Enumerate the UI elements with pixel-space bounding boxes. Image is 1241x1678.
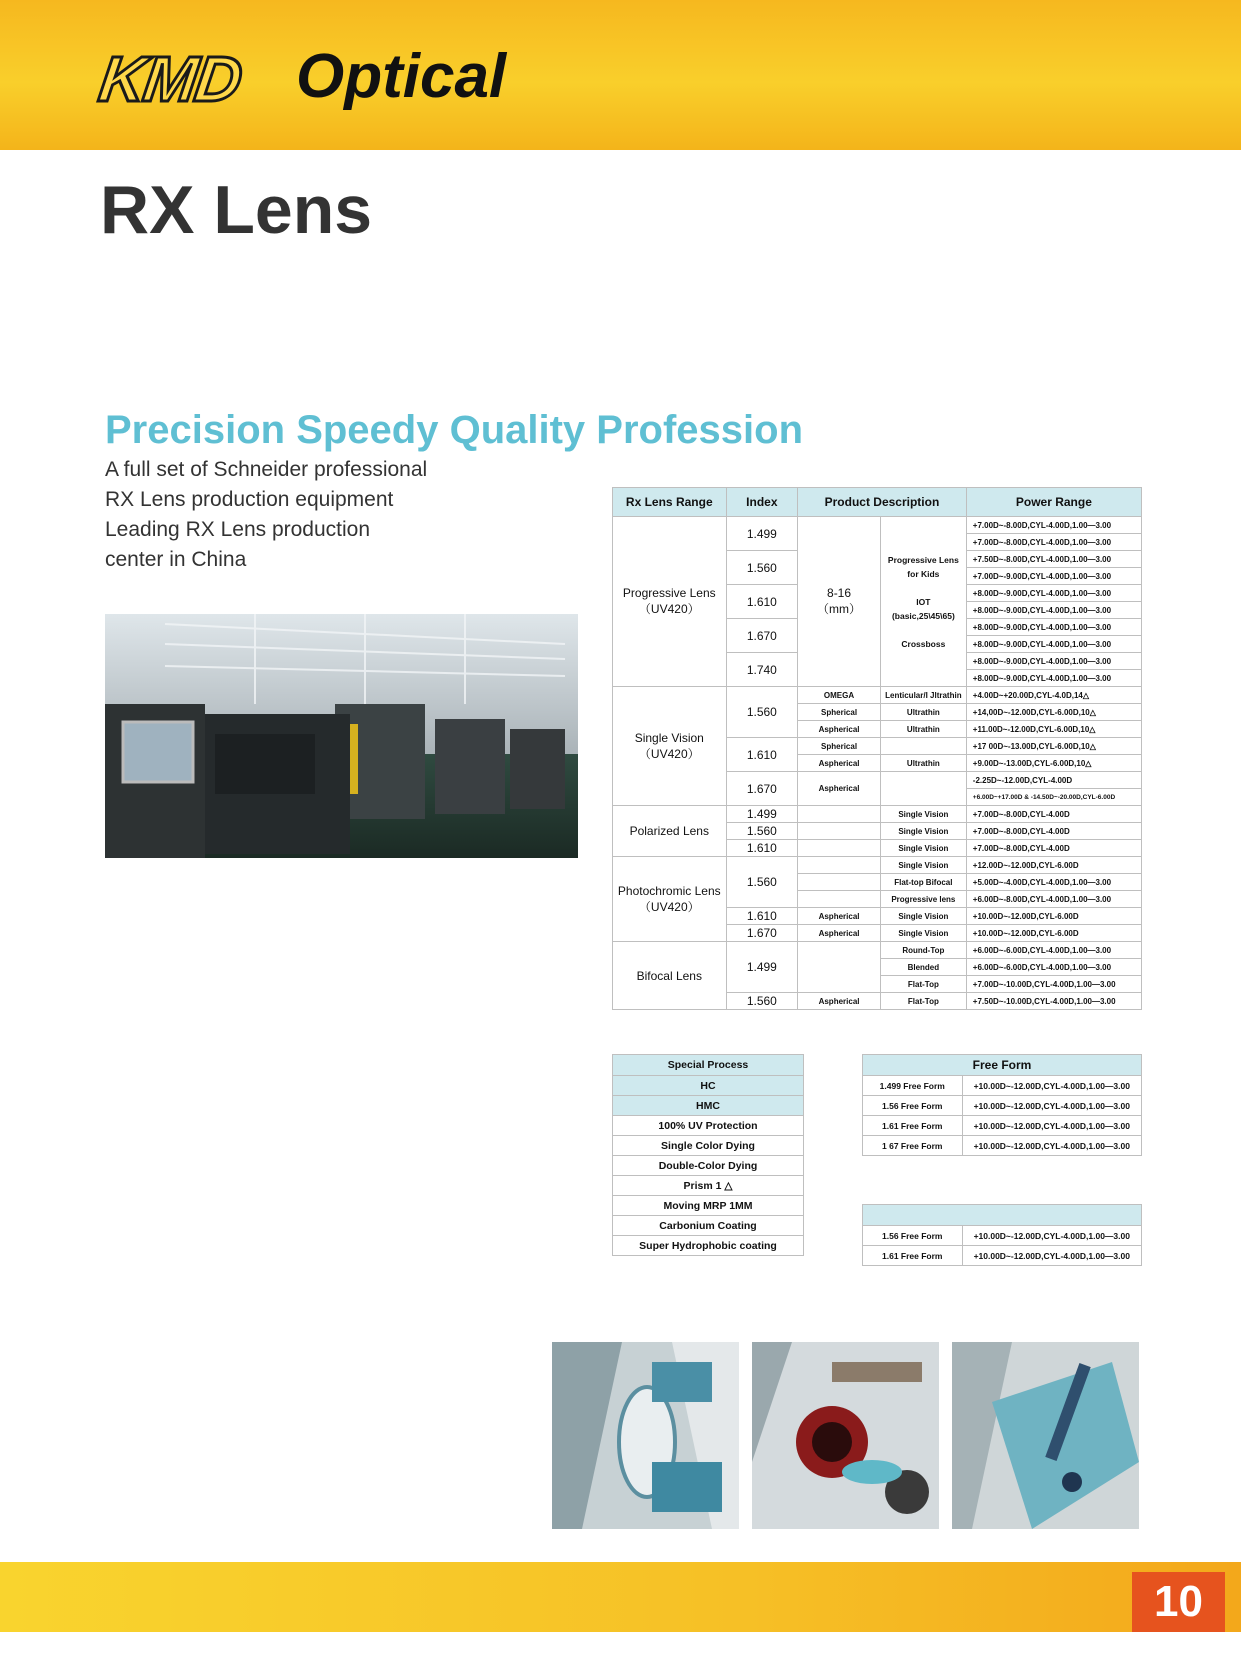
- description-cell: Lenticular/I Jltrathin: [880, 687, 966, 704]
- power-range-cell: +6.00D~-8.00D,CYL-4.00D,1.00—3.00: [966, 891, 1141, 908]
- power-range-cell: +7.00D~-9.00D,CYL-4.00D,1.00—3.00: [966, 568, 1141, 585]
- free-form-table-2: [862, 1204, 1142, 1266]
- tagline: Precision Speedy Quality Profession: [105, 408, 804, 452]
- rx-lens-table: [612, 487, 1142, 1010]
- lens-type-cell: [798, 874, 881, 891]
- free-form-name: 1 67 Free Form: [863, 1136, 963, 1156]
- header-rx-lens-range: Rx Lens Range: [613, 488, 727, 517]
- power-range-cell: +11.00D~-12.00D,CYL-6.00D,10△: [966, 721, 1141, 738]
- description-cell: Round-Top: [880, 942, 966, 959]
- description-cell: Single Vision: [880, 925, 966, 942]
- free-form-header: Free Form: [863, 1055, 1142, 1076]
- special-process-table: [612, 1054, 804, 1256]
- power-range-cell: +8.00D~-9.00D,CYL-4.00D,1.00—3.00: [966, 602, 1141, 619]
- thickness-cell: 8-16 （mm）: [798, 517, 881, 687]
- description-cell: Progressive lens: [880, 891, 966, 908]
- special-process-item: Moving MRP 1MM: [613, 1196, 804, 1216]
- intro-line: Leading RX Lens production: [105, 518, 371, 541]
- power-range-cell: +14,00D~-12.00D,CYL-6.00D,10△: [966, 704, 1141, 721]
- free-form-name: 1.499 Free Form: [863, 1076, 963, 1096]
- special-process-item: Super Hydrophobic coating: [613, 1236, 804, 1256]
- power-range-cell: +8.00D~-9.00D,CYL-4.00D,1.00—3.00: [966, 636, 1141, 653]
- page-title: RX Lens: [100, 172, 373, 248]
- free-form-power: +10.00D~-12.00D,CYL-4.00D,1.00—3.00: [962, 1246, 1141, 1266]
- power-range-cell: +6.00D~-6.00D,CYL-4.00D,1.00—3.00: [966, 942, 1141, 959]
- description-cell: Ultrathin: [880, 755, 966, 772]
- lens-type-cell: Spherical: [798, 704, 881, 721]
- footer-banner: [0, 1562, 1241, 1632]
- description-cell: Ultrathin: [880, 704, 966, 721]
- special-process-item: Double-Color Dying: [613, 1156, 804, 1176]
- power-range-cell: +8.00D~-9.00D,CYL-4.00D,1.00—3.00: [966, 585, 1141, 602]
- equipment-photo-3: [952, 1342, 1139, 1529]
- kmd-logo: KMD: [94, 43, 245, 115]
- bifocal-lens-cell: Bifocal Lens: [613, 942, 727, 1010]
- lens-type-cell: [798, 857, 881, 874]
- lens-type-cell: Spherical: [798, 738, 881, 755]
- description-cell: Blended: [880, 959, 966, 976]
- lens-type-cell: Aspherical: [798, 755, 881, 772]
- free-form-power: +10.00D~-12.00D,CYL-4.00D,1.00—3.00: [962, 1226, 1141, 1246]
- single-vision-cell: Single Vision （UV420）: [613, 687, 727, 806]
- lens-type-cell: [798, 806, 881, 823]
- free-form-name: 1.56 Free Form: [863, 1096, 963, 1116]
- description-cell: Single Vision: [880, 840, 966, 857]
- index-cell: 1.560: [726, 687, 798, 738]
- power-range-cell: +6.00D~-6.00D,CYL-4.00D,1.00—3.00: [966, 959, 1141, 976]
- power-range-cell: +5.00D~-4.00D,CYL-4.00D,1.00—3.00: [966, 874, 1141, 891]
- brand-name: Optical: [296, 42, 507, 111]
- free-form-power: +10.00D~-12.00D,CYL-4.00D,1.00—3.00: [962, 1116, 1141, 1136]
- free-form-table: [862, 1054, 1142, 1156]
- power-range-cell: -2.25D~-12.00D,CYL-4.00D: [966, 772, 1141, 789]
- description-cell: Single Vision: [880, 857, 966, 874]
- description-cell: Ultrathin: [880, 721, 966, 738]
- lens-type-cell: Aspherical: [798, 721, 881, 738]
- index-cell: 1.560: [726, 551, 798, 585]
- power-range-cell: +12.00D~-12.00D,CYL-6.00D: [966, 857, 1141, 874]
- index-cell: 1.560: [726, 857, 798, 908]
- index-cell: 1.610: [726, 585, 798, 619]
- power-range-cell: +7.00D~-8.00D,CYL-4.00D,1.00—3.00: [966, 517, 1141, 534]
- index-cell: 1.610: [726, 908, 798, 925]
- free-form-power: +10.00D~-12.00D,CYL-4.00D,1.00—3.00: [962, 1136, 1141, 1156]
- description-cell: Single Vision: [880, 823, 966, 840]
- index-cell: 1.499: [726, 517, 798, 551]
- lens-type-cell: Aspherical: [798, 925, 881, 942]
- lens-type-cell: [798, 891, 881, 908]
- description-cell: Flat-Top: [880, 993, 966, 1010]
- free-form-name: 1.61 Free Form: [863, 1246, 963, 1266]
- description-cell: Single Vision: [880, 806, 966, 823]
- description-cell: Single Vision: [880, 908, 966, 925]
- special-process-header: Special Process: [613, 1055, 804, 1076]
- factory-photo-image: [105, 614, 578, 858]
- equipment-photo-3-image: [952, 1342, 1139, 1529]
- power-range-cell: +7.50D~-10.00D,CYL-4.00D,1.00—3.00: [966, 993, 1141, 1010]
- lens-type-cell: Aspherical: [798, 993, 881, 1010]
- factory-photo: [105, 614, 578, 858]
- photochromic-lens-cell: Photochromic Lens （UV420）: [613, 857, 727, 942]
- power-range-cell: +7.00D~-8.00D,CYL-4.00D: [966, 806, 1141, 823]
- power-range-cell: +9.00D~-13.00D,CYL-6.00D,10△: [966, 755, 1141, 772]
- special-process-item: HC: [613, 1076, 804, 1096]
- power-range-cell: +17 00D~-13.00D,CYL-6.00D,10△: [966, 738, 1141, 755]
- power-range-cell: +7.50D~-8.00D,CYL-4.00D,1.00—3.00: [966, 551, 1141, 568]
- description-cell: Flat-Top: [880, 976, 966, 993]
- index-cell: 1.560: [726, 993, 798, 1010]
- intro-text: [105, 455, 427, 575]
- power-range-cell: +10.00D~-12.00D,CYL-6.00D: [966, 925, 1141, 942]
- header-power-range: Power Range: [966, 488, 1141, 517]
- free-form-name: 1.56 Free Form: [863, 1226, 963, 1246]
- power-range-cell: +7.00D~-8.00D,CYL-4.00D,1.00—3.00: [966, 534, 1141, 551]
- equipment-photo-2: [752, 1342, 939, 1529]
- special-process-item: HMC: [613, 1096, 804, 1116]
- header-product-description: Product Description: [798, 488, 967, 517]
- index-cell: 1.560: [726, 823, 798, 840]
- index-cell: 1.670: [726, 925, 798, 942]
- lens-type-cell: [798, 942, 881, 993]
- index-cell: 1.670: [726, 772, 798, 806]
- intro-line: A full set of Schneider professional: [105, 458, 428, 481]
- index-cell: 1.740: [726, 653, 798, 687]
- equipment-photo-1: [552, 1342, 739, 1529]
- free-form-power: +10.00D~-12.00D,CYL-4.00D,1.00—3.00: [962, 1096, 1141, 1116]
- power-range-cell: +10.00D~-12.00D,CYL-6.00D: [966, 908, 1141, 925]
- index-cell: 1.670: [726, 619, 798, 653]
- free-form-power: +10.00D~-12.00D,CYL-4.00D,1.00—3.00: [962, 1076, 1141, 1096]
- page-number: 10: [1132, 1572, 1225, 1632]
- power-range-cell: +8.00D~-9.00D,CYL-4.00D,1.00—3.00: [966, 670, 1141, 687]
- lens-type-cell: OMEGA: [798, 687, 881, 704]
- special-process-item: Single Color Dying: [613, 1136, 804, 1156]
- intro-line: center in China: [105, 548, 247, 571]
- description-cell: [880, 772, 966, 806]
- polarized-lens-cell: Polarized Lens: [613, 806, 727, 857]
- header-index: Index: [726, 488, 798, 517]
- description-cell: Flat-top Bifocal: [880, 874, 966, 891]
- power-range-cell: +8.00D~-9.00D,CYL-4.00D,1.00—3.00: [966, 653, 1141, 670]
- lens-type-cell: [798, 840, 881, 857]
- index-cell: 1.499: [726, 942, 798, 993]
- special-process-item: Prism 1 △: [613, 1176, 804, 1196]
- progressive-lens-cell: Progressive Lens （UV420）: [613, 517, 727, 687]
- lens-type-cell: [798, 823, 881, 840]
- free-form-2-header: [863, 1205, 1142, 1226]
- index-cell: 1.499: [726, 806, 798, 823]
- power-range-cell: +7.00D~-8.00D,CYL-4.00D: [966, 823, 1141, 840]
- free-form-name: 1.61 Free Form: [863, 1116, 963, 1136]
- intro-line: RX Lens production equipment: [105, 488, 394, 511]
- power-range-cell: +8.00D~-9.00D,CYL-4.00D,1.00—3.00: [966, 619, 1141, 636]
- power-range-cell: +7.00D~-10.00D,CYL-4.00D,1.00—3.00: [966, 976, 1141, 993]
- special-process-item: 100% UV Protection: [613, 1116, 804, 1136]
- power-range-cell: +7.00D~-8.00D,CYL-4.00D: [966, 840, 1141, 857]
- special-process-item: Carbonium Coating: [613, 1216, 804, 1236]
- equipment-photo-2-image: [752, 1342, 939, 1529]
- lens-type-cell: Aspherical: [798, 908, 881, 925]
- index-cell: 1.610: [726, 738, 798, 772]
- index-cell: 1.610: [726, 840, 798, 857]
- equipment-photo-1-image: [552, 1342, 739, 1529]
- description-cell: [880, 738, 966, 755]
- progressive-description-cell: Progressive Lens for Kids IOT (basic,25\45\65) Crossboss: [880, 517, 966, 687]
- power-range-cell: +4.00D~+20.00D,CYL-4.0D,14△: [966, 687, 1141, 704]
- lens-type-cell: Aspherical: [798, 772, 881, 806]
- power-range-cell: +6.00D~+17.00D & -14.50D~-20.00D,CYL-6.00D: [966, 789, 1141, 806]
